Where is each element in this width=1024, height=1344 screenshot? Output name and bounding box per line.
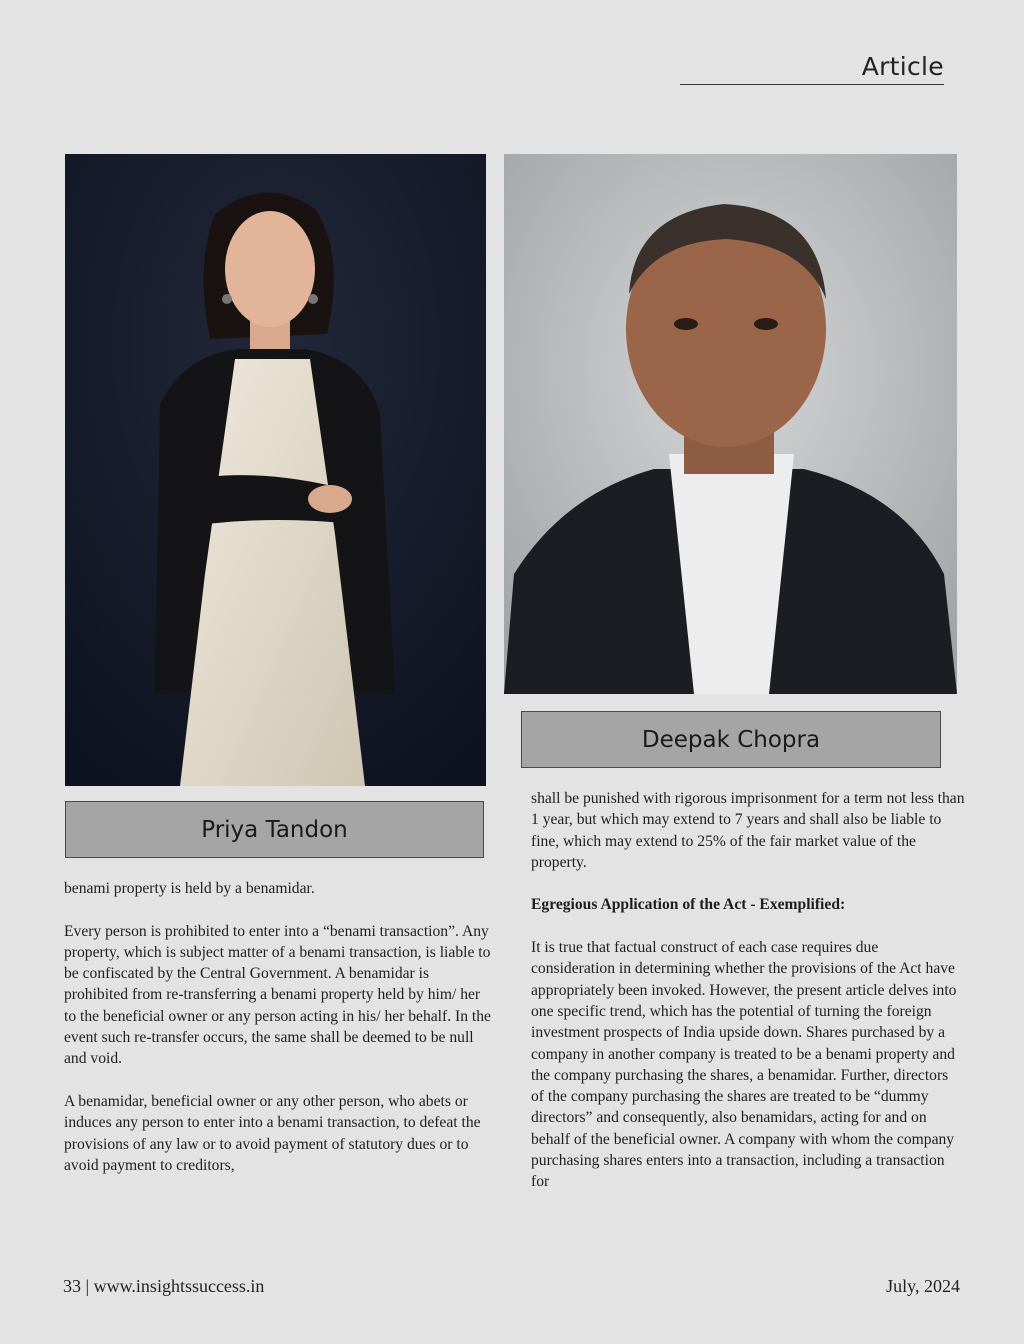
paragraph: A benamidar, beneficial owner or any other person, who abets or induces any person to enter into a benami transaction, to defeat the provisions of any law or to avoid payment of statutory dues or to avoid payment to creditors, <box>64 1092 481 1174</box>
portrait-photo-left <box>65 154 486 786</box>
section-label: Article <box>680 52 944 85</box>
article-column-right <box>531 788 965 1193</box>
name-caption-left <box>65 801 484 858</box>
name-caption-right <box>521 711 941 768</box>
name-caption-left-text: Priya Tandon <box>201 816 348 843</box>
portrait-photo-right <box>504 154 957 694</box>
paragraph: Every person is prohibited to enter into a “benami transaction”. Any property, which is subject matter of a benami transaction, is liable to be confiscated by the Central Government. A benamidar is prohibited from re-transferring a benami property held by him/ her to the beneficial owner or any person acting in his/ her behalf. In the event such re-transfer occurs, the same shall be deemed to be null and void. <box>64 922 491 1068</box>
article-column-left <box>64 878 496 1176</box>
footer-page-site: 33 | www.insightssuccess.in <box>63 1276 265 1296</box>
paragraph: benami property is held by a benamidar. <box>64 880 315 897</box>
footer-date: July, 2024 <box>886 1276 960 1296</box>
paragraph: It is true that factual construct of each case requires due consideration in determining whether the provisions of the Act have appropriately been invoked. However, the present article delves into one specific trend, which has the potential of turning the foreign investment prospects of India upside down. Shares purchased by a company in another company is treated to be a benami property and the company purchasing the shares, a benamidar. Further, directors of the company purchasing the shares are treated to be “dummy directors” and consequently, also benamidars, acting for and on behalf of the beneficial owner. A company with whom the company purchasing shares enters into a transaction, including a transaction for <box>531 939 957 1191</box>
name-caption-right-text: Deepak Chopra <box>641 726 821 753</box>
subheading: Egregious Application of the Act - Exemplified: <box>531 896 846 914</box>
paragraph: shall be punished with rigorous imprisonment for a term not less than 1 year, but which may extend to 7 years and shall also be liable to fine, which may extend to 25% of the fair market value of the property. <box>531 790 965 871</box>
